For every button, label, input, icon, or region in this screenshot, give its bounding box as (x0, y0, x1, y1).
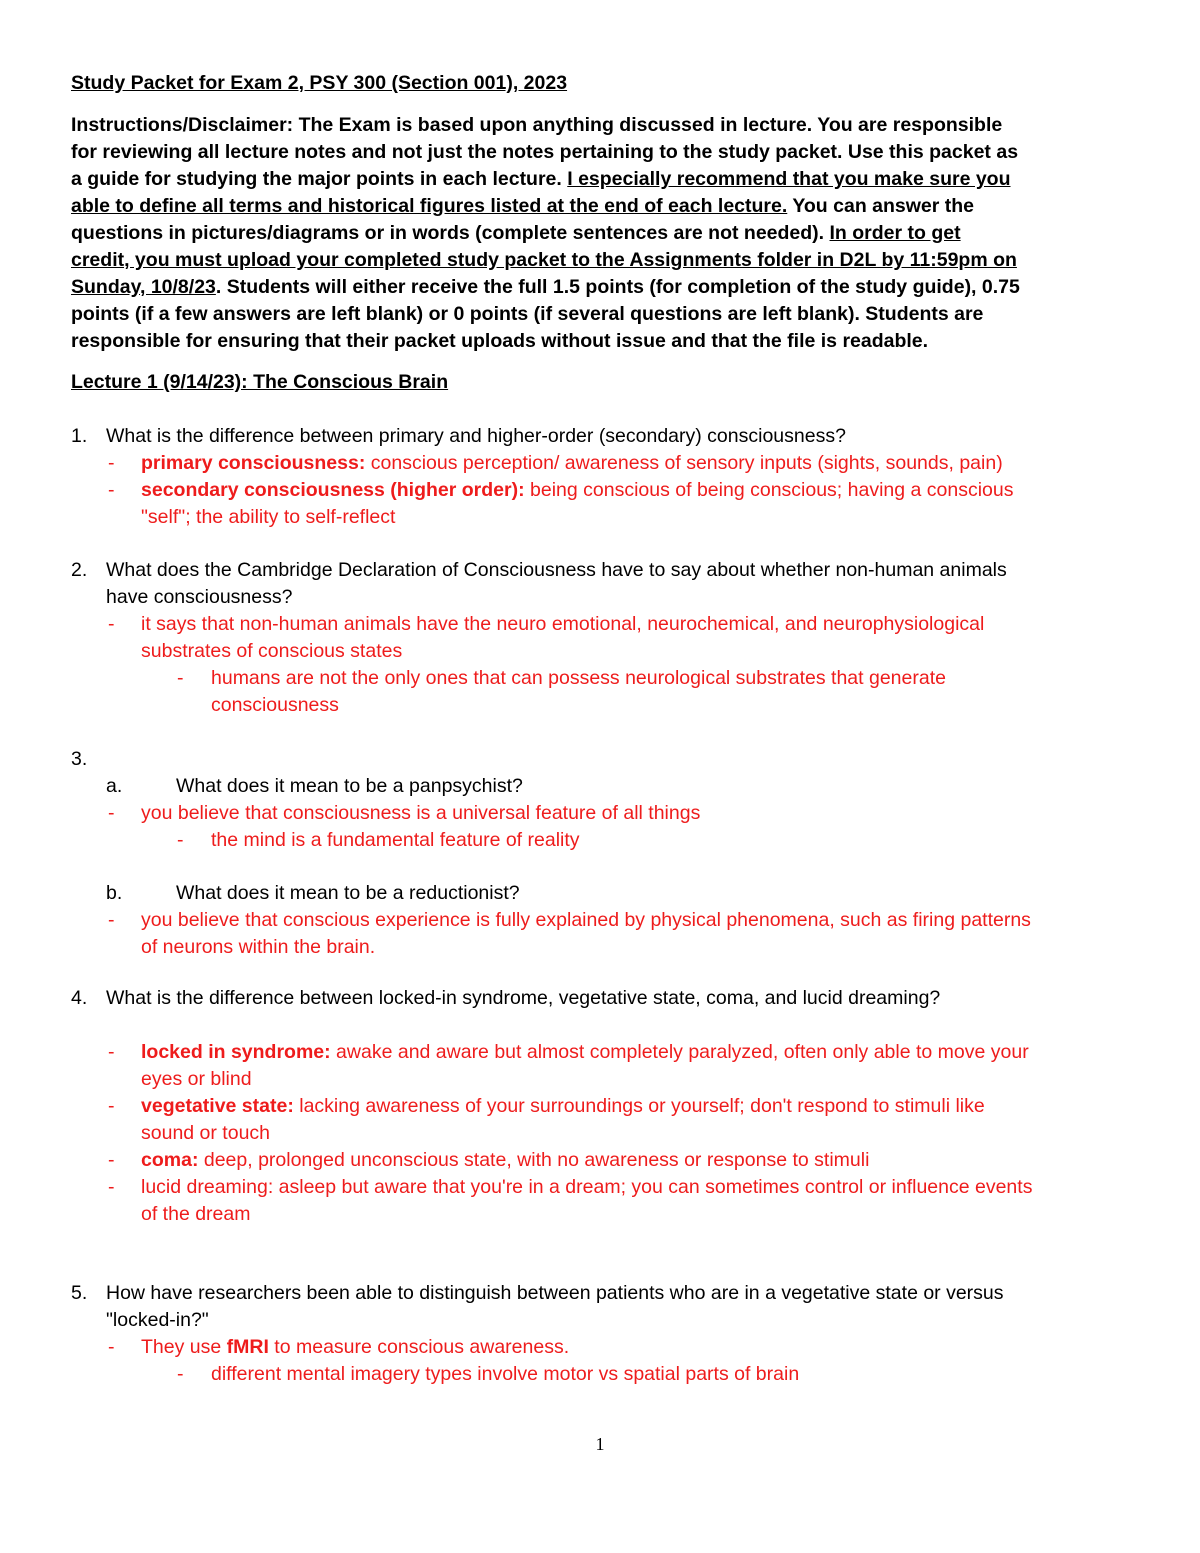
answer-term: secondary consciousness (higher order): (141, 479, 525, 501)
instructions-text: . Students will either receive the full 1.5 points (for completion of the study guide), 0.75 (215, 276, 1020, 298)
answer-continuation: consciousness (211, 694, 339, 716)
instructions-line: credit, you must upload your completed study packet to the Assignments folder in D2L by 11:59pm on (71, 249, 1017, 271)
answer-text: conscious perception/ awareness of sensory inputs (sights, sounds, pain) (365, 452, 1003, 474)
instructions-line (71, 193, 1020, 220)
answer-text: you believe that consciousness is a universal feature of all things (141, 802, 701, 824)
question-text: What does it mean to be a panpsychist? (176, 775, 523, 797)
question-number: 5. (71, 1282, 88, 1304)
answer-continuation: "self"; the ability to self-reflect (141, 506, 396, 528)
question-number: 4. (71, 987, 88, 1009)
page-title: Study Packet for Exam 2, PSY 300 (Section 001), 2023 (71, 72, 568, 94)
question-text: have consciousness? (106, 586, 293, 608)
answer-text: lacking awareness of your surroundings or yourself; don't respond to stimuli like (293, 1095, 985, 1117)
instructions-line: Instructions/Disclaimer: The Exam is based upon anything discussed in lecture. You are responsible (71, 114, 1003, 136)
bullet-dash: - (108, 1336, 115, 1358)
answer-continuation: sound or touch (141, 1122, 271, 1144)
answer-continuation: of the dream (141, 1203, 251, 1225)
page-number: 1 (595, 1434, 605, 1454)
bullet-dash: - (108, 1095, 115, 1117)
question-number: 3. (71, 748, 88, 770)
question-text: How have researchers been able to distinguish between patients who are in a vegetative state or versus (106, 1282, 1004, 1304)
answer-term: fMRI (226, 1336, 269, 1358)
bullet-dash: - (177, 829, 184, 851)
question-number: 2. (71, 559, 88, 581)
instructions-line (71, 274, 1020, 301)
bullet-dash: - (108, 452, 115, 474)
answer-item (141, 450, 1003, 477)
answer-text: They use (141, 1336, 227, 1358)
answer-item (141, 477, 1014, 504)
instructions-text: a guide for studying the major points in each lecture. (71, 168, 568, 190)
answer-text: different mental imagery types involve motor vs spatial parts of brain (211, 1363, 800, 1385)
bullet-dash: - (108, 909, 115, 931)
answer-text: the mind is a fundamental feature of reality (211, 829, 580, 851)
bullet-dash: - (108, 1149, 115, 1171)
answer-continuation: eyes or blind (141, 1068, 252, 1090)
answer-continuation: of neurons within the brain. (141, 936, 376, 958)
instructions-emphasis: Sunday, 10/8/23 (71, 276, 216, 298)
instructions-line (71, 166, 1020, 193)
question-number: 1. (71, 425, 88, 447)
answer-text: lucid dreaming: asleep but aware that you're in a dream; you can sometimes control or influence events (141, 1176, 1033, 1198)
question-4 (0, 985, 1200, 1235)
instructions-emphasis: In order to get (829, 222, 961, 244)
instructions-text: You can answer the (787, 195, 975, 217)
lecture-heading: Lecture 1 (9/14/23): The Conscious Brain (71, 371, 449, 393)
question-3 (0, 746, 1200, 966)
instructions-line (71, 220, 1020, 247)
bullet-dash: - (108, 613, 115, 635)
question-text: What does it mean to be a reductionist? (176, 882, 520, 904)
answer-text: humans are not the only ones that can possess neurological substrates that generate (211, 667, 946, 689)
answer-term: coma: (141, 1149, 199, 1171)
bullet-dash: - (108, 1041, 115, 1063)
answer-text: to measure conscious awareness. (268, 1336, 570, 1358)
answer-text: awake and aware but almost completely paralyzed, often only able to move your (330, 1041, 1029, 1063)
bullet-dash: - (177, 1363, 184, 1385)
bullet-dash: - (177, 667, 184, 689)
instructions-line: points (if a few answers are left blank) or 0 points (if several questions are left blank). Students are (71, 303, 984, 325)
question-text: What is the difference between locked-in syndrome, vegetative state, coma, and lucid dreaming? (106, 987, 941, 1009)
instructions-emphasis: I especially recommend that you make sure you (567, 168, 1011, 190)
instructions-text: questions in pictures/diagrams or in words (complete sentences are not needed). (71, 222, 830, 244)
answer-continuation: substrates of conscious states (141, 640, 403, 662)
bullet-dash: - (108, 802, 115, 824)
answer-item (141, 1093, 985, 1120)
question-1 (0, 423, 1200, 533)
answer-term: vegetative state: (141, 1095, 294, 1117)
bullet-dash: - (108, 1176, 115, 1198)
question-text: What does the Cambridge Declaration of Consciousness have to say about whether non-human animals (106, 559, 1007, 581)
instructions-emphasis: able to define all terms and historical figures listed at the end of each lecture. (71, 195, 788, 217)
answer-item (141, 1147, 869, 1174)
instructions-line: responsible for ensuring that their packet uploads without issue and that the file is readable. (71, 330, 929, 352)
answer-item (141, 1039, 1029, 1066)
question-5 (0, 1280, 1200, 1400)
answer-text: being conscious of being conscious; having a conscious (524, 479, 1014, 501)
answer-text: you believe that conscious experience is fully explained by physical phenomena, such as firing patterns (141, 909, 1031, 931)
answer-text: it says that non-human animals have the neuro emotional, neurochemical, and neurophysiological (141, 613, 985, 635)
bullet-dash: - (108, 479, 115, 501)
answer-text: deep, prolonged unconscious state, with no awareness or response to stimuli (198, 1149, 870, 1171)
question-2 (0, 557, 1200, 727)
instructions-line: for reviewing all lecture notes and not just the notes pertaining to the study packet. Use this packet as (71, 141, 1019, 163)
instructions-block (71, 112, 1020, 355)
answer-term: locked in syndrome: (141, 1041, 331, 1063)
answer-item (141, 1334, 569, 1361)
question-text: What is the difference between primary and higher-order (secondary) consciousness? (106, 425, 846, 447)
sub-question-label: b. (106, 882, 123, 904)
sub-question-label: a. (106, 775, 123, 797)
answer-term: primary consciousness: (141, 452, 366, 474)
question-text: "locked-in?" (106, 1309, 209, 1331)
